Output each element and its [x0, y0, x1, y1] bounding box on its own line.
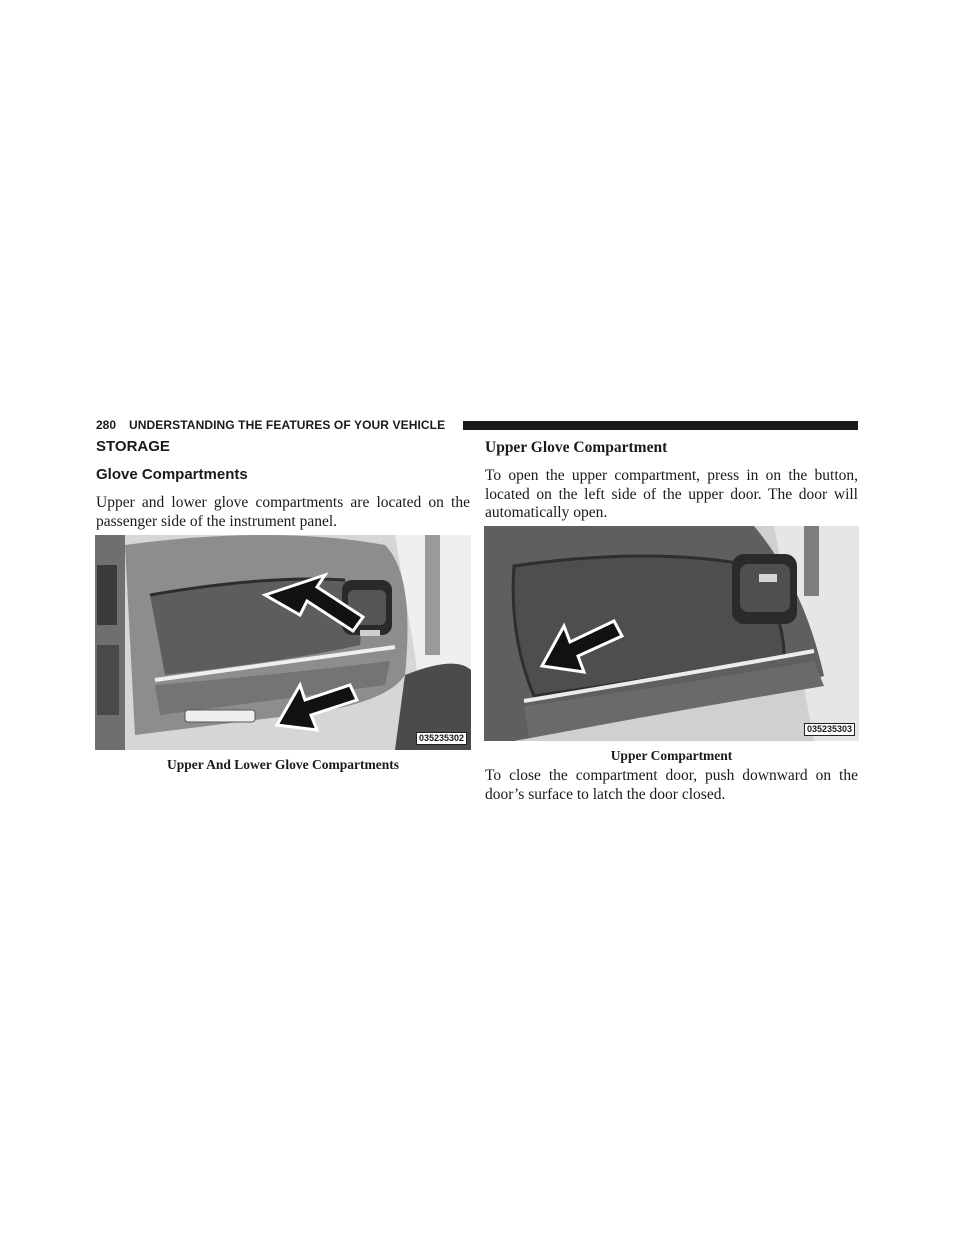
figure-upper-compartment: [484, 526, 859, 741]
upper-compartment-illustration: [484, 526, 859, 741]
subsection-title-glove: Glove Compartments: [96, 466, 248, 483]
paragraph-close-upper: To close the compartment door, push downward on the door’s surface to latch the door closed.: [485, 767, 858, 803]
figure-code: 035235302: [416, 732, 467, 745]
running-title: UNDERSTANDING THE FEATURES OF YOUR VEHICLE: [129, 418, 446, 432]
dashboard-illustration: [95, 535, 471, 750]
figure-caption-left: Upper And Lower Glove Compartments: [167, 757, 399, 772]
figure-caption-right: Upper Compartment: [610, 748, 733, 763]
figure-upper-lower-glove: [95, 535, 471, 750]
paragraph-glove-intro: Upper and lower glove compartments are located on the passenger side of the instrument panel.: [96, 494, 470, 530]
paragraph-open-upper: To open the upper compartment, press in on the button, located on the left side of the upper door. The door will automatically open.: [485, 467, 858, 521]
figure-code: 035235303: [804, 723, 855, 736]
subsection-title-upper: Upper Glove Compartment: [485, 439, 668, 456]
running-header: [96, 417, 858, 433]
section-title: STORAGE: [96, 438, 170, 455]
header-rule: [463, 421, 858, 430]
page-number: 280: [96, 418, 117, 432]
